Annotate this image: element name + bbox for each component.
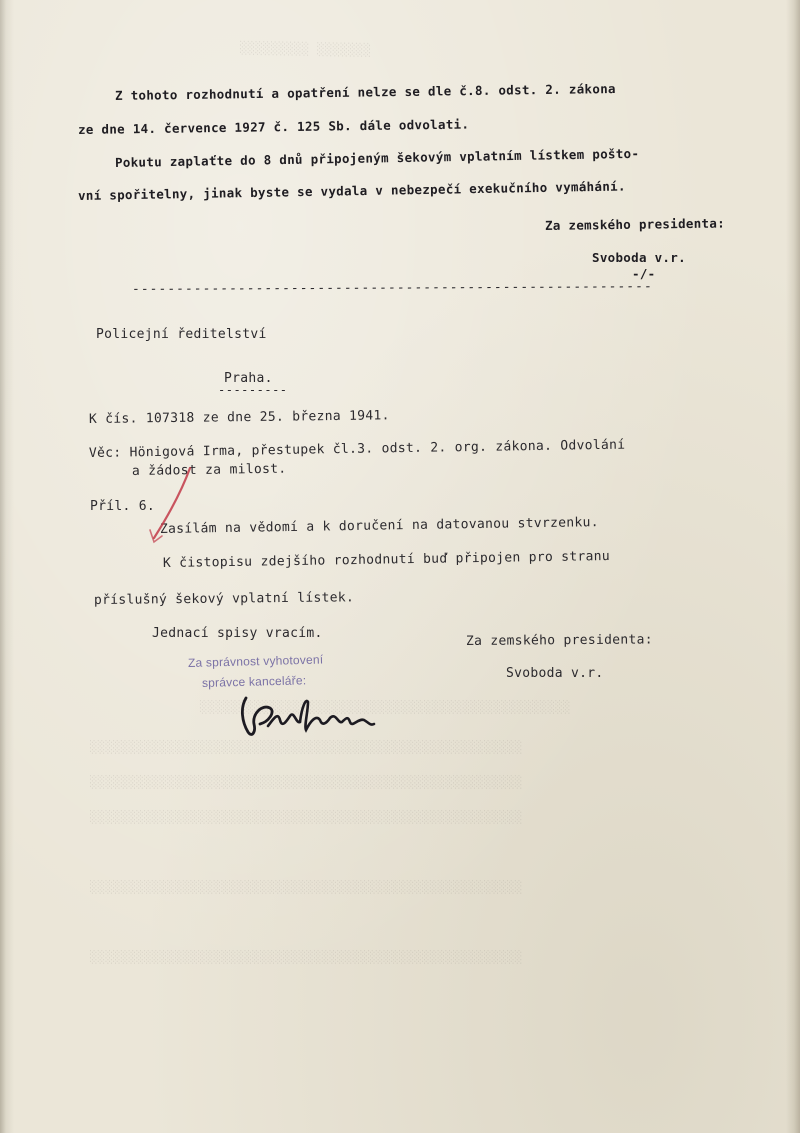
bleed-through-text: ░░░░░░░░░░░░░░░░░░░░░░░░░░░░░░░░░░░░░░░░░░░░░░░░░░░░░░░░ (90, 775, 523, 789)
signature-mark: -/- (632, 266, 656, 281)
decision-text-line: Z tohoto rozhodnutí a opatření nelze se dle č.8. odst. 2. zákona (114, 81, 616, 103)
body-text-line: příslušný šekový vplatní lístek. (93, 590, 355, 608)
bleed-through-text: ░░░░░░░░░░░░░░░░░░░░░░░░░░░░░░░░░░░░░░░░░░░░░░░░░░░░░░░░ (90, 880, 523, 894)
subject-line: a žádost za milost. (131, 461, 287, 479)
bleed-through-text: ░░░░░░░░░░░░░░░░░░░░░░░░░░░░░░░░░░░░░░░░░░░░░░░░░░░░░░░░ (90, 740, 523, 754)
attachments-note: Příl. 6. (90, 499, 156, 514)
city-underline: --------- (218, 383, 288, 397)
bleed-through-text: ░░░░░░░░░░░░░░░░░░░░░░░░░░░░░░░░░░░░░░░░░░░░░░░░░░░░░░░░ (90, 950, 523, 964)
signature-heading: Za zemského presidenta: (465, 632, 653, 649)
handwritten-signature (232, 688, 382, 748)
signature-name: Svoboda v.r. (592, 250, 686, 265)
body-text-line: Jednací spisy vracím. (152, 626, 323, 641)
reference-number: K čís. 107318 ze dne 25. března 1941. (88, 408, 390, 427)
section-divider: ----------------------------------------------------------- (131, 279, 653, 297)
decision-text-line: vní spořitelny, jinak byste se vydala v nebezpečí exekučního vymáhání. (77, 178, 626, 203)
addressee: Policejní ředitelství (96, 327, 267, 342)
body-text-line: Zasílám na vědomí a k doručení na datovanou stvrzenku. (159, 515, 599, 537)
subject-line: Věc: Hönigová Irma, přestupek čl.3. odst. 2. org. zákona. Odvolání (88, 437, 626, 461)
stamp-line: Za správnost vyhotovení (187, 652, 324, 670)
body-text-line: K čistopisu zdejšího rozhodnutí buď připojen pro stranu (162, 548, 611, 571)
decision-text-line: Pokutu zaplaťte do 8 dnů připojeným šekovým vplatním lístkem pošto- (114, 145, 640, 170)
bleed-through-text: ░░░░░░░░░░░░░░░░░░░░░░░░░░░░░░░░░░░░░░░░░░░░░░░░ (200, 700, 571, 714)
bleed-through-text: ░░░░░░░░░░░░░░░░░░░░░░░░░░░░░░░░░░░░░░░░░░░░░░░░░░░░░░░░ (90, 810, 523, 824)
signature-name: Svoboda v.r. (506, 666, 604, 681)
signature-heading: Za zemského presidenta: (544, 215, 726, 233)
bleed-through-text: ░░░░░░░░░ ░░░░░░░ (239, 40, 372, 58)
pencil-check-mark (140, 460, 200, 550)
decision-text-line: ze dne 14. července 1927 č. 125 Sb. dále odvolati. (77, 116, 470, 137)
addressee-city: Praha. (224, 371, 273, 386)
stamp-line: správce kanceláře: (201, 673, 307, 690)
